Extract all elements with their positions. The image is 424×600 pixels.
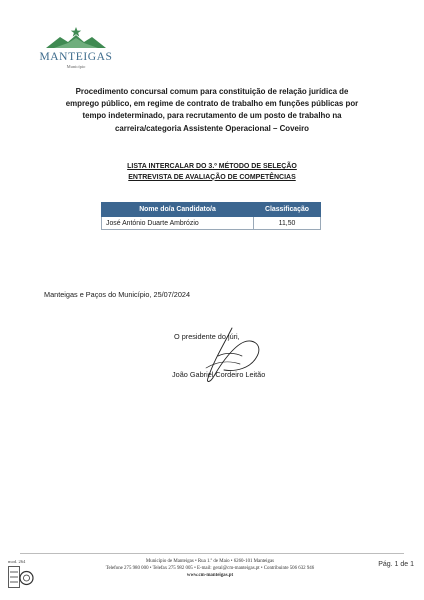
footer-address-line: Município de Manteigas • Rua 1.º de Maio • 6260-101 Manteigas bbox=[145, 559, 275, 564]
footer-website: www.cm-manteigas.pt bbox=[186, 573, 234, 579]
footer-divider bbox=[20, 553, 404, 554]
document-code: mod. 264 bbox=[8, 559, 26, 564]
municipality-logo bbox=[36, 26, 116, 69]
certification-badge-icon bbox=[8, 566, 34, 588]
candidate-name-cell: José António Duarte Ambrózio bbox=[102, 217, 254, 230]
heading-line: tempo indeterminado, para recrutamento de um posto de trabalho na bbox=[82, 111, 342, 121]
subheading-line: LISTA INTERCALAR DO 3.º MÉTODO DE SELEÇÃO bbox=[127, 163, 297, 170]
column-header-classification: Classificação bbox=[254, 203, 321, 217]
heading-line: emprego público, em regime de contrato de trabalho em funções públicas por bbox=[65, 99, 359, 109]
results-table bbox=[101, 202, 321, 230]
classification-cell: 11,50 bbox=[254, 217, 321, 230]
place-date: Manteigas e Paços do Município, 25/07/2024 bbox=[44, 290, 191, 299]
page-number: Pág. 1 de 1 bbox=[378, 561, 414, 568]
heading-line: Procedimento concursal comum para constituição de relação jurídica de bbox=[75, 87, 349, 96]
signatory-name: João Gabriel Cordeiro Leitão bbox=[172, 370, 266, 379]
logo-wordmark: MANTEIGAS bbox=[39, 51, 113, 63]
mountain-star-emblem-icon bbox=[44, 26, 108, 50]
table-header-row bbox=[102, 203, 321, 217]
footer-address bbox=[60, 558, 360, 580]
list-subheading bbox=[60, 162, 364, 183]
signatory-role: O presidente do júri, bbox=[174, 332, 240, 341]
heading-line: carreira/categoria Assistente Operacional – Coveiro bbox=[115, 123, 309, 133]
subheading-line: ENTREVISTA DE AVALIAÇÃO DE COMPETÊNCIAS bbox=[128, 173, 296, 181]
table-row bbox=[102, 217, 321, 230]
document-heading bbox=[44, 86, 380, 135]
logo-subtitle: Município bbox=[66, 64, 86, 69]
column-header-name: Nome do/a Candidato/a bbox=[102, 203, 254, 217]
footer-contact-line: Telefone 275 980 000 • Telefax 275 982 005 • E-mail: geral@cm-manteigas.pt • Contribuinte 506 632 946 bbox=[105, 566, 315, 572]
